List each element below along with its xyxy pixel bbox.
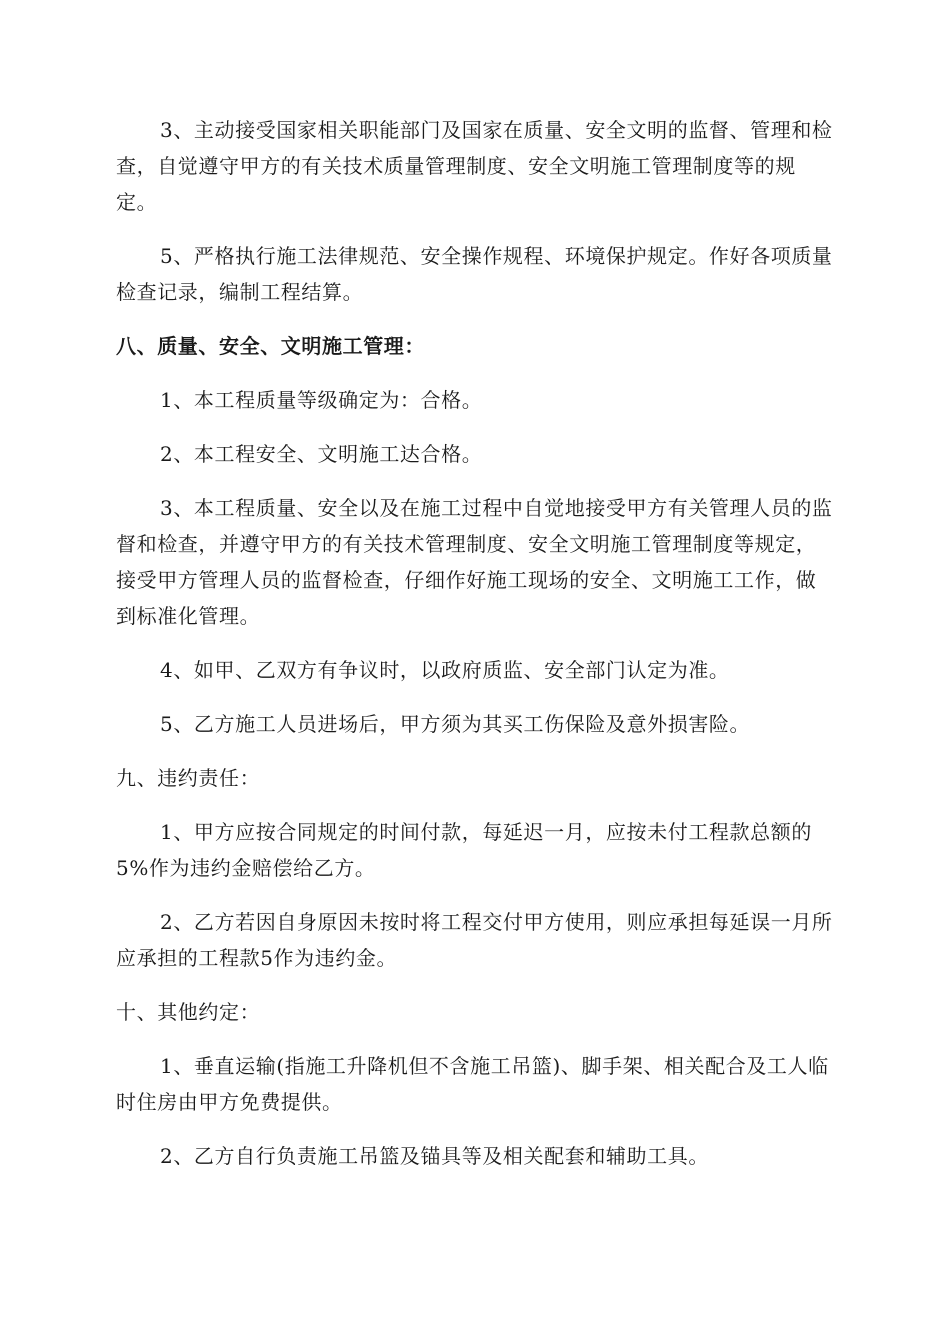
document-body — [116, 112, 834, 1192]
paragraph-late-delivery: 2、乙方若因自身原因未按时将工程交付甲方使用，则应承担每延误一月所应承担的工程款5作为违约金。 — [116, 910, 833, 970]
paragraph-vertical-transport: 1、垂直运输(指施工升降机但不含施工吊篮)、脚手架、相关配合及工人临时住房由甲方免费提供。 — [116, 1054, 829, 1114]
paragraph-late-payment: 1、甲方应按合同规定的时间付款，每延迟一月，应按未付工程款总额的5%作为违约金赔偿给乙方。 — [116, 820, 812, 880]
section-heading-quality-safety: 八、质量、安全、文明施工管理： — [116, 334, 425, 358]
section-heading-other: 十、其他约定： — [116, 1000, 261, 1024]
paragraph-clause-3-acceptance: 3、主动接受国家相关职能部门及国家在质量、安全文明的监督、管理和检查，自觉遵守甲方的有关技术质量管理制度、安全文明施工管理制度等的规定。 — [116, 118, 833, 214]
paragraph-safety-grade: 2、本工程安全、文明施工达合格。 — [160, 442, 483, 466]
paragraph-quality-grade: 1、本工程质量等级确定为：合格。 — [160, 388, 483, 412]
paragraph-gondola: 2、乙方自行负责施工吊篮及锚具等及相关配套和辅助工具。 — [160, 1144, 709, 1168]
paragraph-dispute: 4、如甲、乙双方有争议时，以政府质监、安全部门认定为准。 — [160, 658, 730, 682]
paragraph-supervision: 3、本工程质量、安全以及在施工过程中自觉地接受甲方有关管理人员的监督和检查，并遵守甲方的有关技术管理制度、安全文明施工管理制度等规定，接受甲方管理人员的监督检查，仔细作好施工现场的安全、文明施工工作，做到标准化管理。 — [116, 496, 833, 628]
paragraph-insurance: 5、乙方施工人员进场后，甲方须为其买工伤保险及意外损害险。 — [160, 712, 751, 736]
section-heading-breach: 九、违约责任： — [116, 766, 261, 790]
paragraph-clause-5-execution: 5、严格执行施工法律规范、安全操作规程、环境保护规定。作好各项质量检查记录，编制工程结算。 — [116, 244, 833, 304]
